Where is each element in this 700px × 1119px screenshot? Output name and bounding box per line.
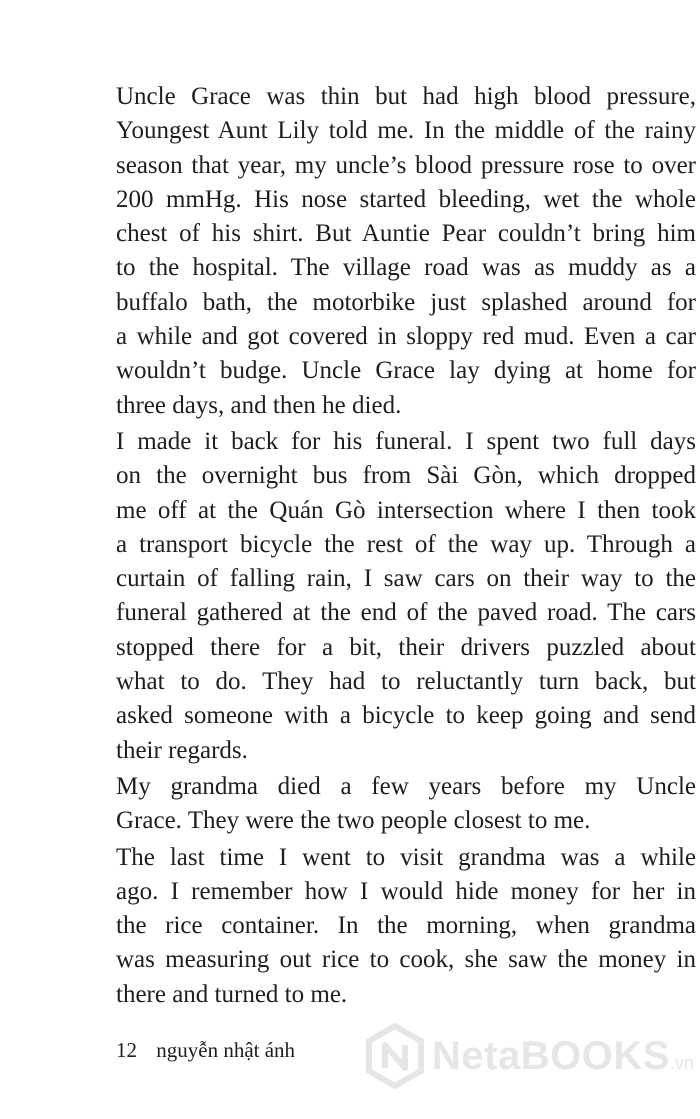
text-line: there and turned to me. [116,980,348,1008]
text-line: three days, and then he died. [116,391,402,419]
text-line: was measuring out rice to cook, she saw the money in [116,946,696,974]
text-line: The last time I went to visit grandma was a while [116,843,696,871]
page-body-text [116,80,696,1012]
text-line: me off at the Quán Gò intersection where I then took [116,496,696,524]
text-line: curtain of falling rain, I saw cars on their way to the [116,565,696,593]
page-number: 12 [116,1038,137,1062]
running-author: nguyễn nhật ánh [156,1038,296,1062]
text-line: funeral gathered at the end of the paved road. The cars [116,599,696,627]
text-line: asked someone with a bicycle to keep going and send [116,702,696,730]
text-line: ago. I remember how I would hide money for her in [116,877,696,905]
text-line: Grace. They were the two people closest to me. [116,807,591,835]
watermark-suffix: .vn [669,1053,694,1073]
neta-logo-icon [366,1023,424,1089]
text-line: on the overnight bus from Sài Gòn, which dropped [116,462,696,490]
text-line: My grandma died a few years before my Uncle [116,772,696,800]
watermark-brand: NetaBOOKS [432,1033,670,1078]
text-line: 200 mmHg. His nose started bleeding, wet the whole [116,185,696,213]
text-line: Uncle Grace was thin but had high blood pressure, [116,83,696,110]
text-line: the rice container. In the morning, when grandma [116,912,696,940]
text-line: a transport bicycle the rest of the way up. Through a [116,530,696,558]
text-line: their regards. [116,736,248,764]
text-line: buffalo bath, the motorbike just splashed around for [116,288,696,316]
text-line: chest of his shirt. But Auntie Pear couldn’t bring him [116,220,696,248]
text-line: stopped there for a bit, their drivers puzzled about [116,633,696,661]
paragraph [116,841,696,1012]
publisher-watermark [366,1016,694,1096]
page-footer [116,1038,295,1063]
paragraph [116,425,696,768]
text-line: I made it back for his funeral. I spent two full days [116,427,696,455]
text-line: season that year, my uncle’s blood pressure rose to over [116,151,696,179]
text-line: Youngest Aunt Lily told me. In the middle of the rainy [116,117,696,145]
text-line: a while and got covered in sloppy red mud. Even a car [116,323,696,351]
text-line: what to do. They had to reluctantly turn back, but [116,668,696,696]
paragraph [116,770,696,839]
text-line: wouldn’t budge. Uncle Grace lay dying at home for [116,357,696,385]
paragraph [116,80,696,423]
text-line: to the hospital. The village road was as muddy as a [116,254,696,282]
